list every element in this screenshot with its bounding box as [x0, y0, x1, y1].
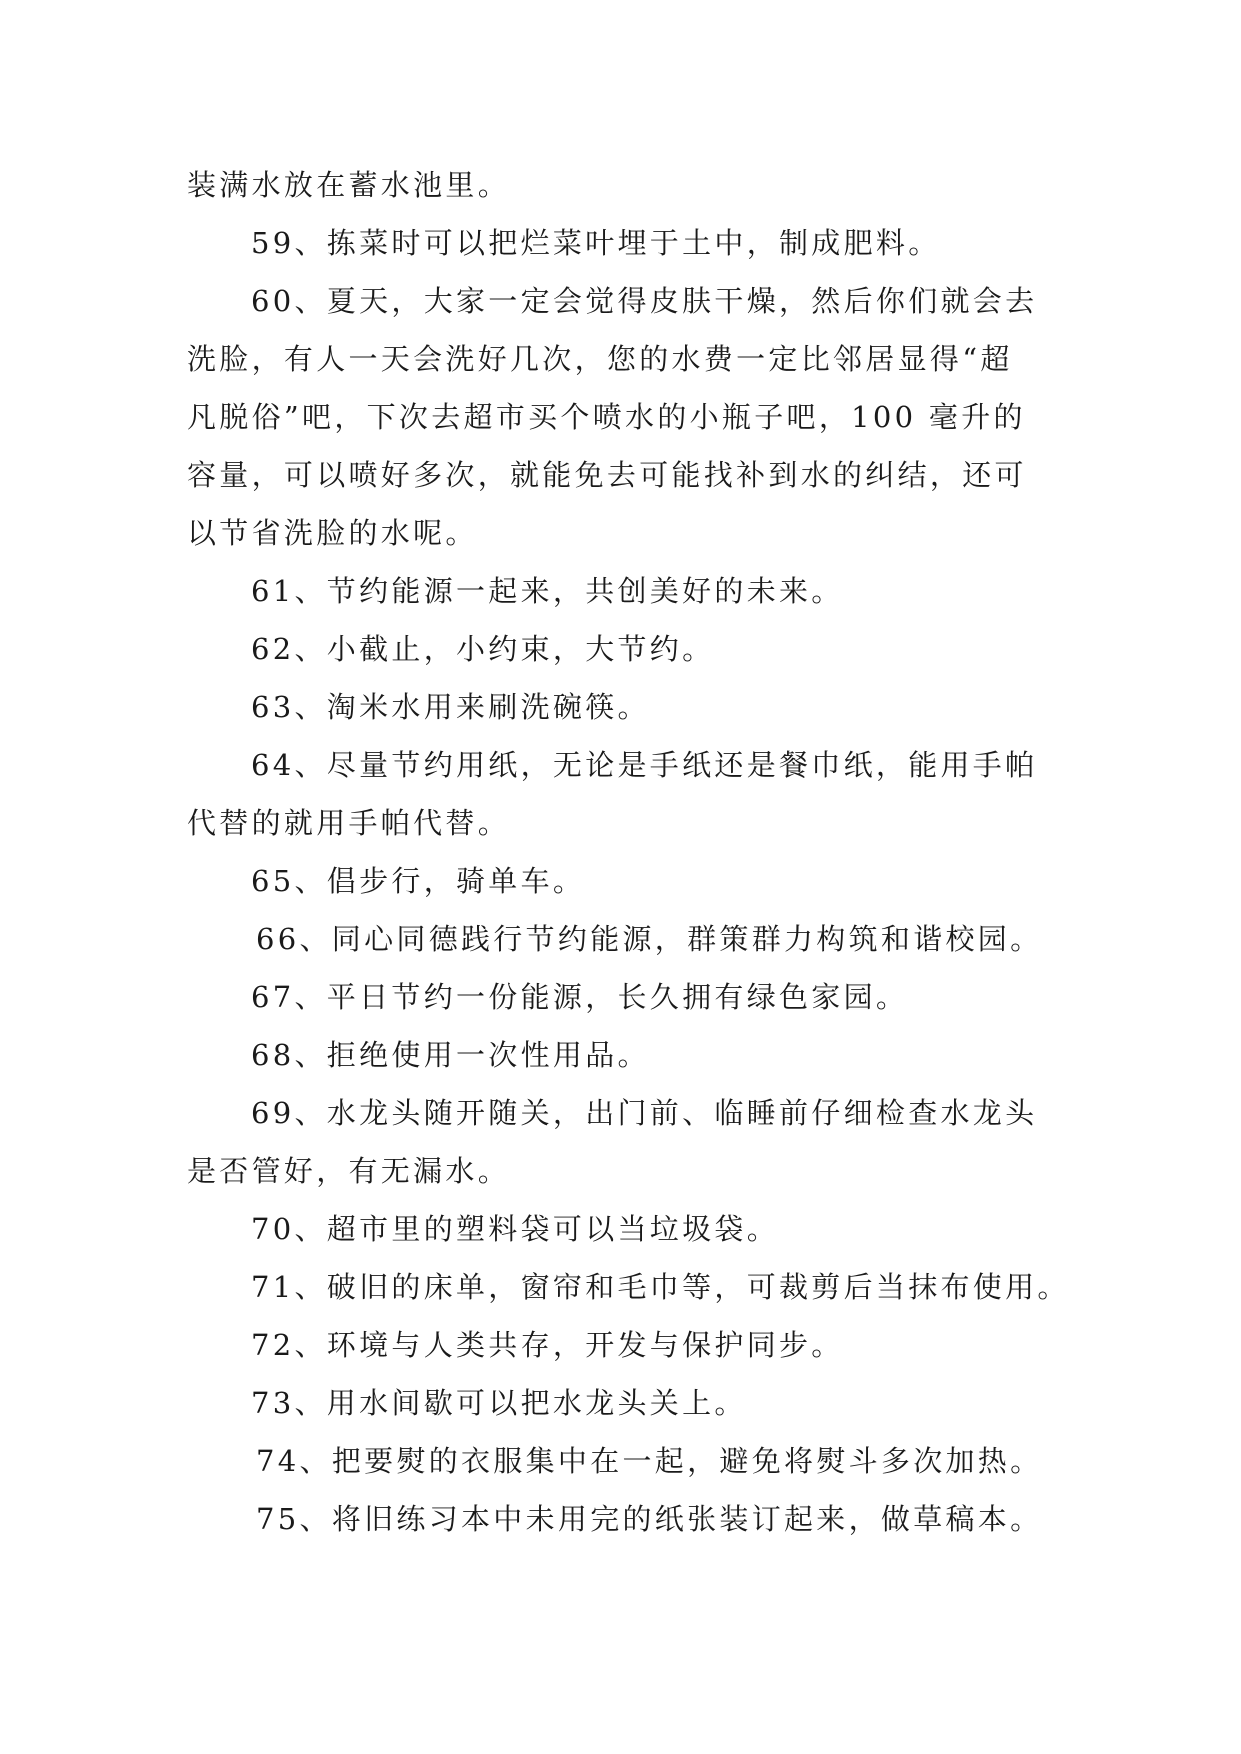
text-line-continuation: 装满水放在蓄水池里。	[187, 168, 511, 202]
text-line-continuation: 是否管好，有无漏水。	[187, 1154, 511, 1188]
text-line-continuation: 以节省洗脸的水呢。	[187, 516, 478, 550]
list-item-66: 66、同心同德践行节约能源，群策群力构筑和谐校园。	[256, 922, 1043, 956]
list-item-61: 61、节约能源一起来，共创美好的未来。	[251, 574, 844, 608]
list-item-70: 70、超市里的塑料袋可以当垃圾袋。	[251, 1212, 780, 1246]
list-item-63: 63、淘米水用来刷洗碗筷。	[251, 690, 650, 724]
text-line-continuation: 代替的就用手帕代替。	[187, 806, 511, 840]
list-item-75: 75、将旧练习本中未用完的纸张装订起来，做草稿本。	[256, 1502, 1043, 1536]
list-item-67: 67、平日节约一份能源，长久拥有绿色家园。	[251, 980, 909, 1014]
list-item-73: 73、用水间歇可以把水龙头关上。	[251, 1386, 747, 1420]
list-item-64: 64、尽量节约用纸，无论是手纸还是餐巾纸，能用手帕	[251, 748, 1038, 782]
list-item-59: 59、拣菜时可以把烂菜叶埋于土中，制成肥料。	[251, 226, 941, 260]
text-line-continuation: 凡脱俗”吧，下次去超市买个喷水的小瓶子吧，100 毫升的	[187, 400, 1026, 434]
list-item-74: 74、把要熨的衣服集中在一起，避免将熨斗多次加热。	[256, 1444, 1043, 1478]
list-item-68: 68、拒绝使用一次性用品。	[251, 1038, 650, 1072]
list-item-71: 71、破旧的床单，窗帘和毛巾等，可裁剪后当抹布使用。	[251, 1270, 1070, 1304]
text-line-continuation: 洗脸，有人一天会洗好几次，您的水费一定比邻居显得“超	[187, 342, 1013, 376]
list-item-69: 69、水龙头随开随关，出门前、临睡前仔细检查水龙头	[251, 1096, 1038, 1130]
list-item-72: 72、环境与人类共存，开发与保护同步。	[251, 1328, 844, 1362]
text-line-continuation: 容量，可以喷好多次，就能免去可能找补到水的纠结，还可	[187, 458, 1027, 492]
list-item-60: 60、夏天，大家一定会觉得皮肤干燥，然后你们就会去	[251, 284, 1038, 318]
list-item-62: 62、小截止，小约束，大节约。	[251, 632, 715, 666]
list-item-65: 65、倡步行，骑单车。	[251, 864, 586, 898]
